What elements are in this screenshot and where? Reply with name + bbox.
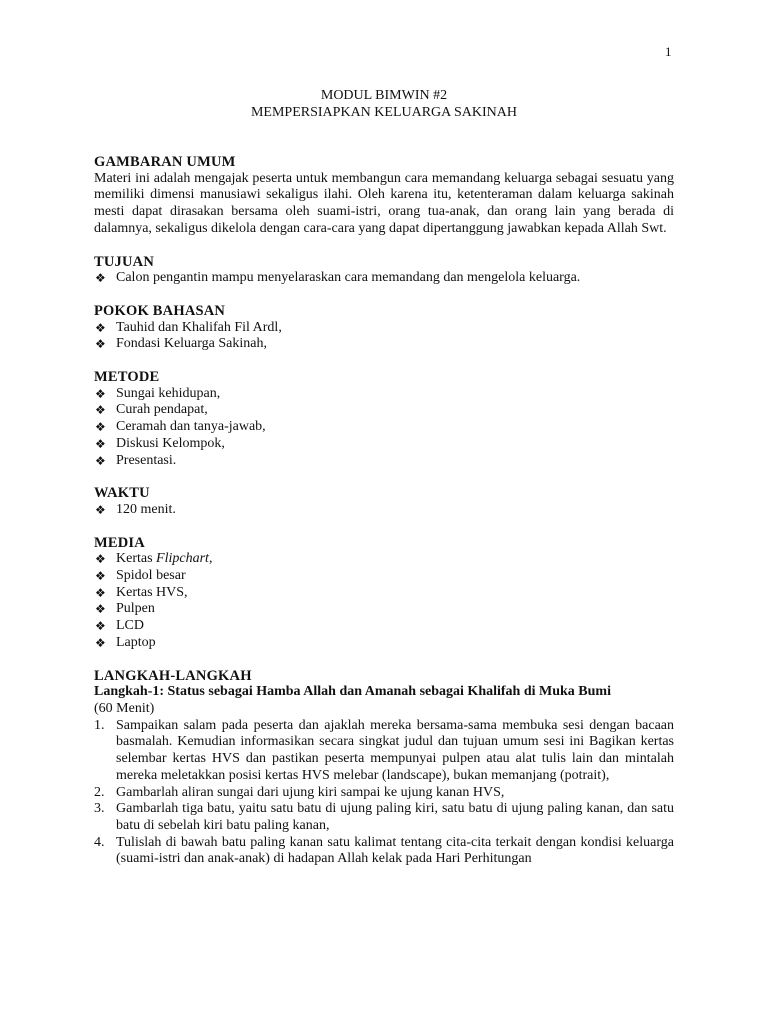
- bullet-list: [94, 386, 674, 470]
- item-number: 1.: [94, 717, 105, 733]
- item-number: 4.: [94, 834, 105, 850]
- list-item: ❖ Pulpen: [95, 601, 155, 617]
- list-item: ❖ Diskusi Kelompok,: [95, 435, 225, 451]
- module-subtitle: MEMPERSIAPKAN KELUARGA SAKINAH: [250, 105, 518, 120]
- section-tujuan: [94, 254, 674, 287]
- section-media: [94, 535, 674, 652]
- diamond-bullet-icon: ❖: [95, 569, 106, 584]
- section-heading: TUJUAN: [94, 253, 155, 270]
- list-item: 3. Gambarlah tiga batu, yaitu satu batu di ujung paling kiri, satu batu di ujung paling kanan, dan satu batu di sebelah kiri batu paling kanan,: [94, 801, 674, 833]
- module-title: MODUL BIMWIN #2: [320, 88, 448, 103]
- section-heading: GAMBARAN UMUM: [94, 154, 236, 170]
- diamond-bullet-icon: ❖: [95, 502, 106, 517]
- diamond-bullet-icon: ❖: [95, 436, 106, 451]
- diamond-bullet-icon: ❖: [95, 453, 106, 468]
- diamond-bullet-icon: ❖: [95, 420, 106, 435]
- section-heading: POKOK BAHASAN: [94, 302, 226, 319]
- diamond-bullet-icon: ❖: [95, 635, 106, 650]
- section-heading: MEDIA: [94, 534, 145, 551]
- diamond-bullet-icon: ❖: [95, 585, 106, 600]
- list-item: 4. Tulislah di bawah batu paling kanan satu kalimat tentang cita-cita terkait dengan kondisi keluarga (suami-istri dan anak-anak) di hadapan Allah kelak pada Hari Perhitungan: [94, 834, 674, 867]
- item-number: 3.: [94, 801, 105, 817]
- section-heading: LANGKAH-LANGKAH: [94, 667, 252, 684]
- list-item: ❖ Fondasi Keluarga Sakinah,: [95, 336, 267, 352]
- section-langkah: [94, 668, 674, 868]
- section-metode: [94, 369, 674, 469]
- diamond-bullet-icon: ❖: [95, 403, 106, 418]
- bullet-list: [94, 320, 674, 353]
- list-item: ❖ Sungai kehidupan,: [95, 385, 221, 401]
- bullet-list: [94, 551, 674, 651]
- diamond-bullet-icon: ❖: [95, 619, 106, 634]
- section-heading: WAKTU: [94, 485, 150, 502]
- list-item: ❖ Presentasi.: [95, 452, 177, 468]
- list-item: ❖ Kertas HVS,: [95, 584, 188, 600]
- step-subheading: Langkah-1: Status sebagai Hamba Allah dan Amanah sebagai Khalifah di Muka Bumi: [94, 684, 611, 700]
- item-number: 2.: [94, 784, 105, 800]
- step-duration: (60 Menit): [94, 700, 155, 716]
- list-item: ❖ LCD: [95, 618, 144, 634]
- list-item: ❖ Ceramah dan tanya-jawab,: [95, 419, 266, 435]
- list-item: ❖ Curah pendapat,: [95, 402, 208, 418]
- diamond-bullet-icon: ❖: [95, 337, 106, 352]
- list-item: ❖ Calon pengantin mampu menyelaraskan cara memandang dan mengelola keluarga.: [95, 270, 581, 286]
- list-item: ❖ Spidol besar: [95, 568, 186, 584]
- section-heading: METODE: [94, 369, 160, 386]
- bullet-list: [94, 270, 674, 287]
- bullet-list: [94, 502, 674, 519]
- list-item: 2. Gambarlah aliran sungai dari ujung kiri sampai ke ujung kanan HVS,: [94, 784, 505, 800]
- diamond-bullet-icon: ❖: [95, 386, 106, 401]
- list-item: ❖ 120 menit.: [95, 501, 176, 517]
- page-number: 1: [665, 44, 672, 59]
- document-body: [94, 154, 674, 884]
- diamond-bullet-icon: ❖: [95, 552, 106, 567]
- section-gambaran-umum: [94, 154, 674, 238]
- diamond-bullet-icon: ❖: [95, 602, 106, 617]
- diamond-bullet-icon: ❖: [95, 320, 106, 335]
- list-item: ❖ Tauhid dan Khalifah Fil Ardl,: [95, 319, 282, 335]
- section-waktu: [94, 485, 674, 518]
- list-item: ❖ Laptop: [95, 634, 156, 650]
- list-item: 1. Sampaikan salam pada peserta dan ajaklah mereka bersama-sama membuka sesi dengan bacaan basmalah. Kemudian informasikan secara singkat judul dan tujuan umum sesi ini Bagikan kertas selembar kertas HVS dan pastikan peserta mempunyai pulpen atau alat tulis lain dan mintalah mereka meletakkan posisi kertas HVS melebar (landscape), bukan memanjang (potrait),: [94, 717, 674, 783]
- section-paragraph: Materi ini adalah mengajak peserta untuk membangun cara memandang keluarga sebagai sesuatu yang memiliki dimensi manusiawi sekaligus ilahi. Oleh karena itu, ketenteraman dalam keluarga sakinah mesti dapat dirasakan bersama oleh suami-istri, orang tua-anak, dan orang lain yang berada di dalamnya, sekaligus dikelola dengan cara-cara yang dapat dipertanggung jawabkan kepada Allah Swt.: [94, 170, 674, 236]
- section-pokok-bahasan: [94, 303, 674, 353]
- numbered-list: [94, 718, 674, 868]
- list-item: ❖ Kertas Flipchart,: [95, 551, 213, 567]
- diamond-bullet-icon: ❖: [95, 271, 106, 286]
